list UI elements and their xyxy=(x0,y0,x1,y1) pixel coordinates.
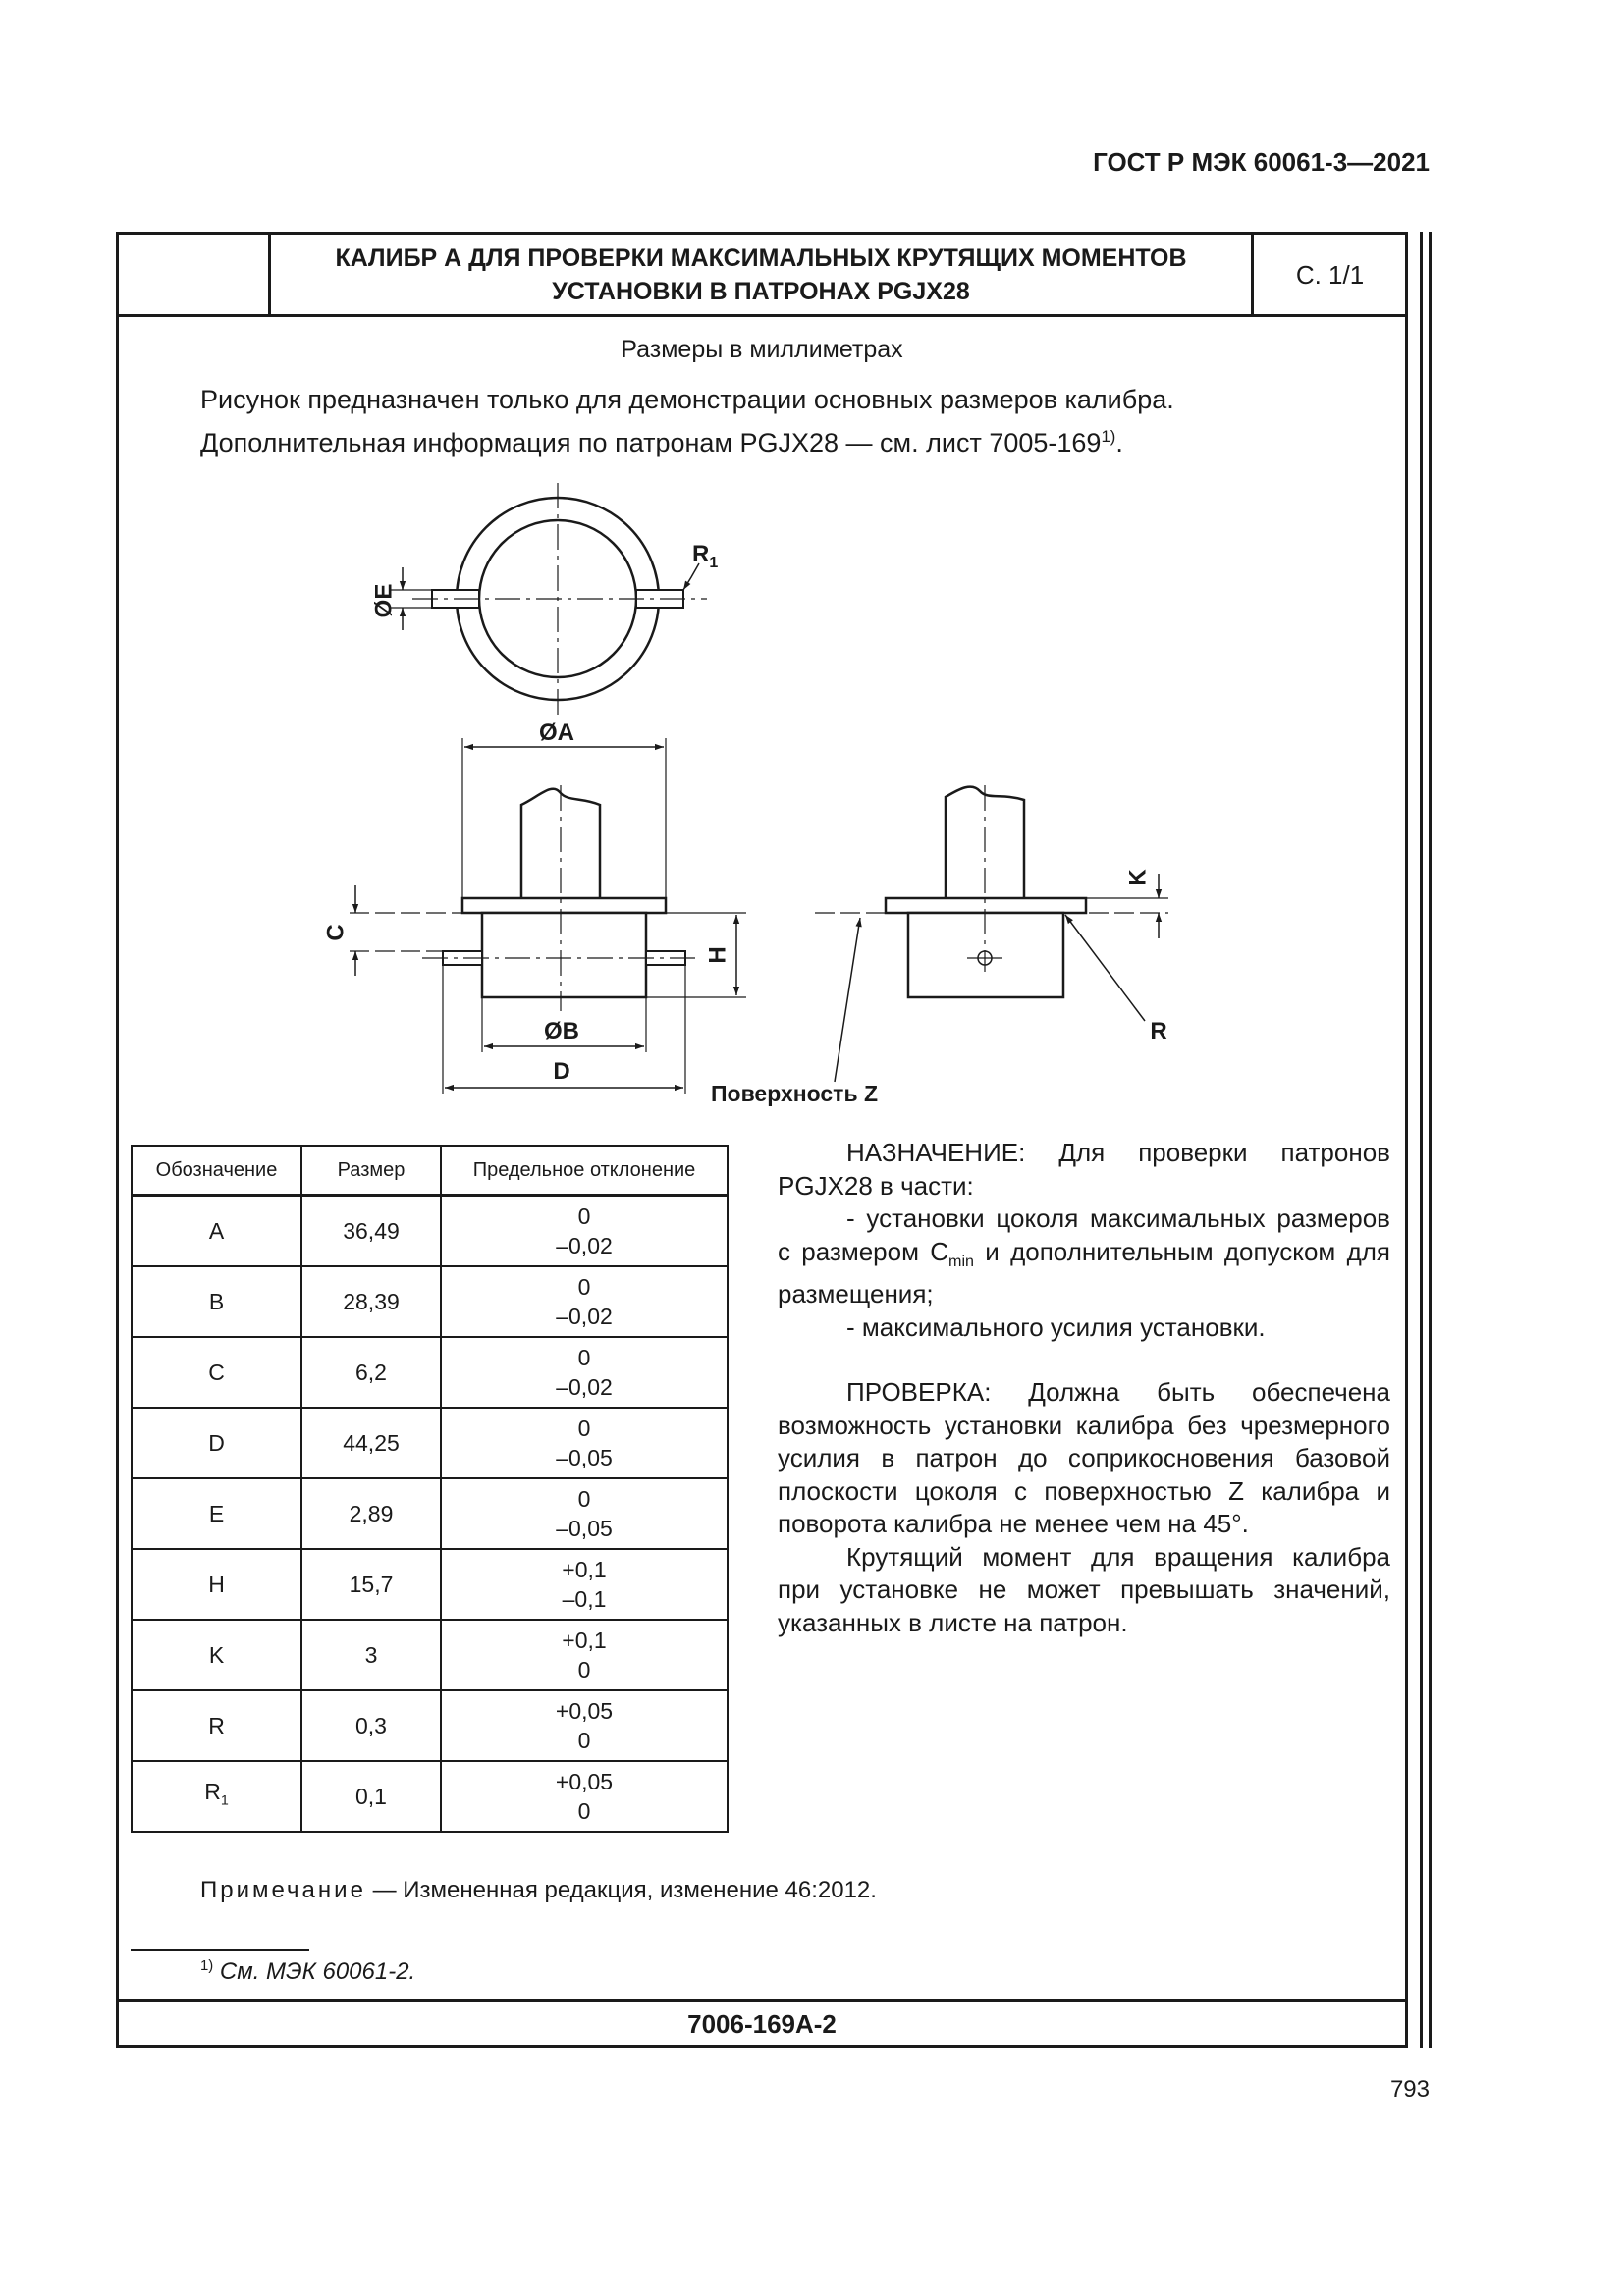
purpose-item-text: - установки цоколя максимальных размеров с размером C xyxy=(778,1203,1390,1266)
size-cell: 2,89 xyxy=(301,1478,441,1549)
cmin-subscript: min xyxy=(948,1252,974,1270)
footnote-mark: 1) xyxy=(200,1958,214,1974)
dim-label-r: R xyxy=(1150,1018,1167,1044)
symbol-subscript: 1 xyxy=(220,1792,229,1809)
purpose-paragraph: НАЗНАЧЕНИЕ: Для проверки патронов PGJX28 в части: xyxy=(778,1138,1390,1201)
table-header-row xyxy=(132,1146,728,1196)
units-note: Размеры в миллиметрах xyxy=(621,336,903,363)
symbol: H xyxy=(208,1572,225,1597)
table-row xyxy=(132,1690,728,1761)
table-row xyxy=(132,1408,728,1478)
note-text: — Измененная редакция, изменение 46:2012. xyxy=(365,1877,877,1903)
side-view-flange xyxy=(886,898,1086,913)
size-cell: 0,1 xyxy=(301,1761,441,1832)
symbol: B xyxy=(208,1289,225,1314)
symbol: R xyxy=(204,1779,221,1805)
lower-tolerance: 0 xyxy=(577,1728,591,1753)
dim-label-d: D xyxy=(553,1058,570,1085)
table-row xyxy=(132,1549,728,1620)
tolerance-cell xyxy=(441,1408,728,1478)
dim-label-dia-a: ØA xyxy=(539,720,574,746)
dimensions-table-body xyxy=(132,1196,728,1833)
lower-tolerance: 0 xyxy=(577,1657,591,1682)
side-view-body xyxy=(908,913,1063,997)
upper-tolerance: 0 xyxy=(577,1345,591,1370)
front-view-flange xyxy=(462,898,666,913)
upper-tolerance: 0 xyxy=(577,1203,591,1229)
column-header: Размер xyxy=(301,1146,441,1196)
tolerance-cell xyxy=(441,1266,728,1337)
tolerance-cell xyxy=(441,1620,728,1690)
upper-tolerance: +0,05 xyxy=(555,1769,614,1794)
table-row xyxy=(132,1266,728,1337)
page-number: 793 xyxy=(1389,2076,1430,2103)
size-cell: 6,2 xyxy=(301,1337,441,1408)
size-cell: 15,7 xyxy=(301,1549,441,1620)
size-cell: 28,39 xyxy=(301,1266,441,1337)
column-header: Обозначение xyxy=(132,1146,301,1196)
lower-tolerance: –0,05 xyxy=(556,1445,613,1470)
sheet-title-line: КАЛИБР А ДЛЯ ПРОВЕРКИ МАКСИМАЛЬНЫХ КРУТЯЩИХ МОМЕНТОВ xyxy=(335,244,1187,272)
dim-label-dia-b: ØB xyxy=(544,1018,579,1044)
gauge-drawing xyxy=(295,477,1178,1115)
sheet-number: С. 1/1 xyxy=(1295,259,1365,290)
size-cell: 3 xyxy=(301,1620,441,1690)
symbol-cell xyxy=(132,1690,301,1761)
tolerance-cell xyxy=(441,1761,728,1832)
dim-label-dia-e: ØE xyxy=(370,583,398,618)
symbol-cell xyxy=(132,1761,301,1832)
lower-tolerance: –0,02 xyxy=(556,1233,613,1258)
symbol-cell xyxy=(132,1549,301,1620)
sheet-code: 7006-169A-2 xyxy=(687,2008,837,2039)
symbol-cell xyxy=(132,1337,301,1408)
symbol: K xyxy=(208,1642,225,1668)
torque-paragraph: Крутящий момент для вращения калибра при установке не может превышать значений, указанных в листе на патрон. xyxy=(778,1541,1390,1637)
dim-label-c: C xyxy=(322,924,350,941)
intro-line-end: . xyxy=(1115,428,1123,457)
tolerance-cell xyxy=(441,1478,728,1549)
tolerance-cell xyxy=(441,1196,728,1267)
table-row xyxy=(132,1478,728,1549)
title-divider xyxy=(116,314,1408,317)
intro-text xyxy=(200,382,1174,461)
upper-tolerance: +0,1 xyxy=(562,1557,607,1582)
symbol-cell xyxy=(132,1196,301,1267)
tolerance-cell xyxy=(441,1337,728,1408)
footnote-text: См. МЭК 60061-2. xyxy=(213,1958,416,1985)
footnote-ref: 1) xyxy=(1101,427,1116,446)
footer-divider xyxy=(116,1999,1408,2002)
column-header: Предельное отклонение xyxy=(441,1146,728,1196)
dimensions-table xyxy=(131,1145,729,1833)
symbol-cell xyxy=(132,1478,301,1549)
dim-label-r1: $R_1$ xyxy=(692,541,719,571)
dim-label-k: K xyxy=(1124,869,1152,886)
lower-tolerance: –0,02 xyxy=(556,1374,613,1400)
purpose-text xyxy=(778,1137,1390,1639)
front-view-body xyxy=(482,913,646,997)
lower-tolerance: –0,1 xyxy=(562,1586,607,1612)
upper-tolerance: 0 xyxy=(577,1486,591,1512)
symbol-cell xyxy=(132,1620,301,1690)
size-cell: 36,49 xyxy=(301,1196,441,1267)
frame-double-line xyxy=(1420,232,1423,2048)
symbol: D xyxy=(208,1430,225,1456)
upper-tolerance: +0,1 xyxy=(562,1628,607,1653)
standard-number: ГОСТ Р МЭК 60061-3—2021 xyxy=(1093,147,1430,177)
symbol-cell xyxy=(132,1266,301,1337)
upper-tolerance: +0,05 xyxy=(555,1698,614,1724)
upper-tolerance: 0 xyxy=(577,1415,591,1441)
surface-z-label: Поверхность Z xyxy=(711,1081,879,1106)
frame-double-line xyxy=(1429,232,1432,2048)
lower-tolerance: –0,05 xyxy=(556,1516,613,1541)
purpose-item: - максимального усилия установки. xyxy=(846,1311,1266,1342)
note-label: Примечание xyxy=(200,1877,366,1903)
symbol: A xyxy=(208,1218,225,1244)
size-cell: 44,25 xyxy=(301,1408,441,1478)
footnote xyxy=(200,1958,415,1986)
sheet-title xyxy=(271,236,1251,314)
sheet-title-line: УСТАНОВКИ В ПАТРОНАХ PGJX28 xyxy=(552,278,970,305)
purpose-item-text: и дополнительным допуском для размещения; xyxy=(778,1236,1391,1309)
note xyxy=(200,1877,877,1904)
check-paragraph: ПРОВЕРКА: Должна быть обеспечена возможность установки калибра без чрезмерного усилия в патрон до соприкосновения базовой плоскости цоколя с поверхностью Z калибра и поворота калибра не менее чем на 45°. xyxy=(778,1377,1390,1539)
symbol: E xyxy=(208,1501,225,1526)
intro-line-text: Дополнительная информация по патронам PGJX28 — см. лист 7005-169 xyxy=(200,428,1102,457)
intro-line: Рисунок предназначен только для демонстрации основных размеров калибра. xyxy=(200,385,1174,414)
table-row xyxy=(132,1620,728,1690)
size-cell: 0,3 xyxy=(301,1690,441,1761)
symbol-cell xyxy=(132,1408,301,1478)
table-row xyxy=(132,1196,728,1267)
tolerance-cell xyxy=(441,1549,728,1620)
purpose-item xyxy=(778,1202,1390,1311)
intro-line xyxy=(200,418,1174,461)
symbol: C xyxy=(208,1360,225,1385)
upper-tolerance: 0 xyxy=(577,1274,591,1300)
table-row xyxy=(132,1337,728,1408)
tolerance-cell xyxy=(441,1690,728,1761)
footnote-separator xyxy=(131,1949,309,1951)
lower-tolerance: –0,02 xyxy=(556,1304,613,1329)
lower-tolerance: 0 xyxy=(577,1798,591,1824)
table-row xyxy=(132,1761,728,1832)
symbol: R xyxy=(208,1713,225,1738)
dim-label-h: H xyxy=(704,946,731,964)
